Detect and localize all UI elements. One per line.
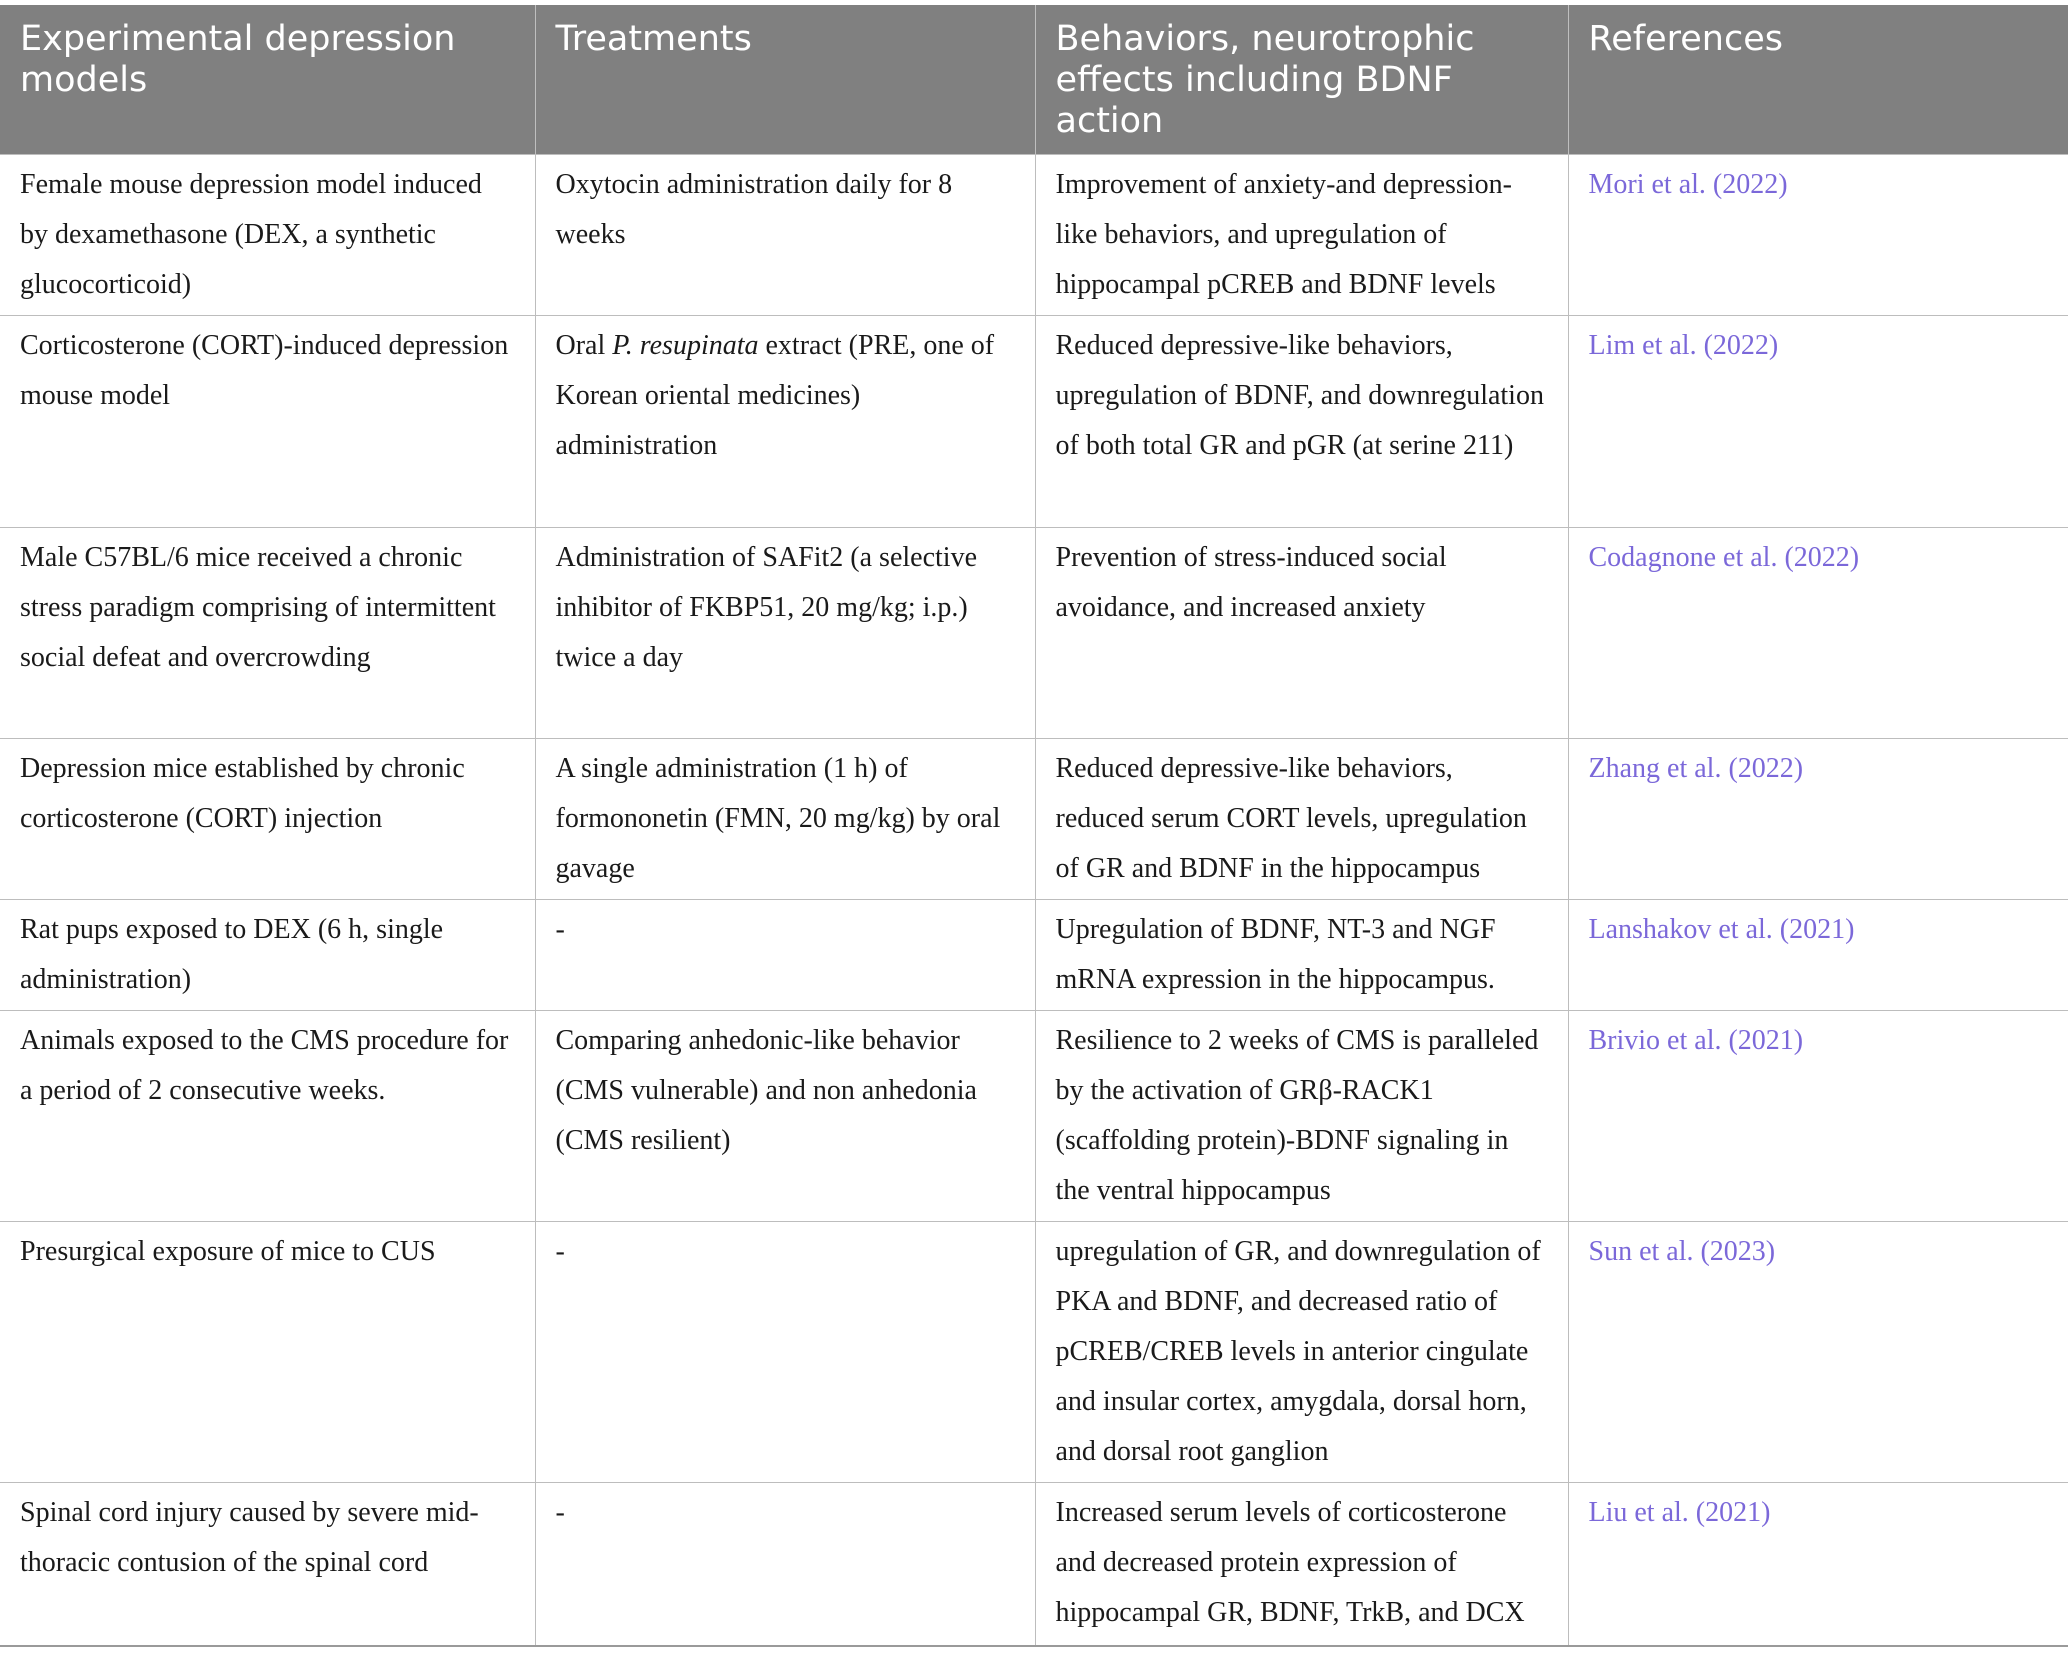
reference-cell: [1568, 1483, 2068, 1646]
model-cell: Female mouse depression model induced by dexamethasone (DEX, a synthetic glucocorticoid): [0, 155, 535, 316]
treatment-text: Administration of SAFit2 (a selective inhibitor of FKBP51, 20 mg/kg; i.p.) twice a day: [555, 542, 977, 673]
treatment-text: Oral: [555, 330, 613, 361]
treatment-text: -: [555, 1236, 565, 1267]
table-row: [0, 155, 2068, 316]
treatment-italic-text: P. resupinata: [612, 330, 759, 361]
table-body: [0, 155, 2068, 1646]
treatment-cell: [535, 1483, 1035, 1646]
effects-cell: Prevention of stress-induced social avoidance, and increased anxiety: [1035, 528, 1568, 739]
effects-cell: Reduced depressive-like behaviors, upregulation of BDNF, and downregulation of both total GR and pGR (at serine 211): [1035, 316, 1568, 528]
reference-link[interactable]: Zhang et al. (2022): [1588, 753, 1804, 784]
treatment-cell: [535, 1222, 1035, 1483]
reference-link[interactable]: Lanshakov et al. (2021): [1588, 914, 1855, 945]
model-cell: Depression mice established by chronic corticosterone (CORT) injection: [0, 739, 535, 900]
reference-cell: [1568, 1222, 2068, 1483]
model-cell: Presurgical exposure of mice to CUS: [0, 1222, 535, 1483]
treatment-text: A single administration (1 h) of formononetin (FMN, 20 mg/kg) by oral gavage: [555, 753, 1001, 884]
effects-cell: upregulation of GR, and downregulation of PKA and BDNF, and decreased ratio of pCREB/CREB levels in anterior cingulate and insular cortex, amygdala, dorsal horn, and dorsal root ganglion: [1035, 1222, 1568, 1483]
table-row: [0, 316, 2068, 528]
reference-cell: [1568, 900, 2068, 1011]
reference-link[interactable]: Mori et al. (2022): [1588, 169, 1788, 200]
treatment-cell: [535, 316, 1035, 528]
table-row: [0, 1011, 2068, 1222]
treatment-cell: [535, 739, 1035, 900]
reference-link[interactable]: Codagnone et al. (2022): [1588, 542, 1860, 573]
effects-cell: Reduced depressive-like behaviors, reduced serum CORT levels, upregulation of GR and BDNF in the hippocampus: [1035, 739, 1568, 900]
reference-cell: [1568, 155, 2068, 316]
reference-link[interactable]: Lim et al. (2022): [1588, 330, 1779, 361]
treatment-cell: [535, 1011, 1035, 1222]
table-row: [0, 1222, 2068, 1483]
header-models: Experimental depression models: [0, 5, 535, 155]
model-cell: Corticosterone (CORT)-induced depression mouse model: [0, 316, 535, 528]
model-cell: Rat pups exposed to DEX (6 h, single administration): [0, 900, 535, 1011]
treatment-text: -: [555, 1497, 565, 1528]
treatment-text: Oxytocin administration daily for 8 weeks: [555, 169, 953, 250]
header-row: [0, 5, 2068, 155]
treatment-text: Comparing anhedonic-like behavior (CMS vulnerable) and non anhedonia (CMS resilient): [555, 1025, 977, 1156]
effects-cell: Upregulation of BDNF, NT-3 and NGF mRNA expression in the hippocampus.: [1035, 900, 1568, 1011]
effects-cell: Increased serum levels of corticosterone and decreased protein expression of hippocampal GR, BDNF, TrkB, and DCX: [1035, 1483, 1568, 1646]
effects-cell: Improvement of anxiety-and depression-like behaviors, and upregulation of hippocampal pCREB and BDNF levels: [1035, 155, 1568, 316]
data-table: [0, 5, 2068, 1647]
table-header: [0, 5, 2068, 155]
treatment-cell: [535, 528, 1035, 739]
treatment-text-cont: extract (PRE, one of Korean oriental medicines) administration: [555, 330, 995, 461]
reference-link[interactable]: Brivio et al. (2021): [1588, 1025, 1804, 1056]
treatment-cell: [535, 155, 1035, 316]
table-row: [0, 528, 2068, 739]
reference-cell: [1568, 316, 2068, 528]
reference-link[interactable]: Sun et al. (2023): [1588, 1236, 1776, 1267]
table-row: [0, 1483, 2068, 1646]
header-references: References: [1568, 5, 2068, 155]
table-row: [0, 900, 2068, 1011]
table-row: [0, 739, 2068, 900]
reference-cell: [1568, 528, 2068, 739]
reference-cell: [1568, 1011, 2068, 1222]
header-effects: Behaviors, neurotrophic effects including BDNF action: [1035, 5, 1568, 155]
reference-link[interactable]: Liu et al. (2021): [1588, 1497, 1771, 1528]
header-treatments: Treatments: [535, 5, 1035, 155]
treatment-text: -: [555, 914, 565, 945]
effects-cell: Resilience to 2 weeks of CMS is paralleled by the activation of GRβ-RACK1 (scaffolding protein)-BDNF signaling in the ventral hippocampus: [1035, 1011, 1568, 1222]
model-cell: Spinal cord injury caused by severe mid-thoracic contusion of the spinal cord: [0, 1483, 535, 1646]
treatment-cell: [535, 900, 1035, 1011]
model-cell: Animals exposed to the CMS procedure for a period of 2 consecutive weeks.: [0, 1011, 535, 1222]
model-cell: Male C57BL/6 mice received a chronic stress paradigm comprising of intermittent social defeat and overcrowding: [0, 528, 535, 739]
reference-cell: [1568, 739, 2068, 900]
